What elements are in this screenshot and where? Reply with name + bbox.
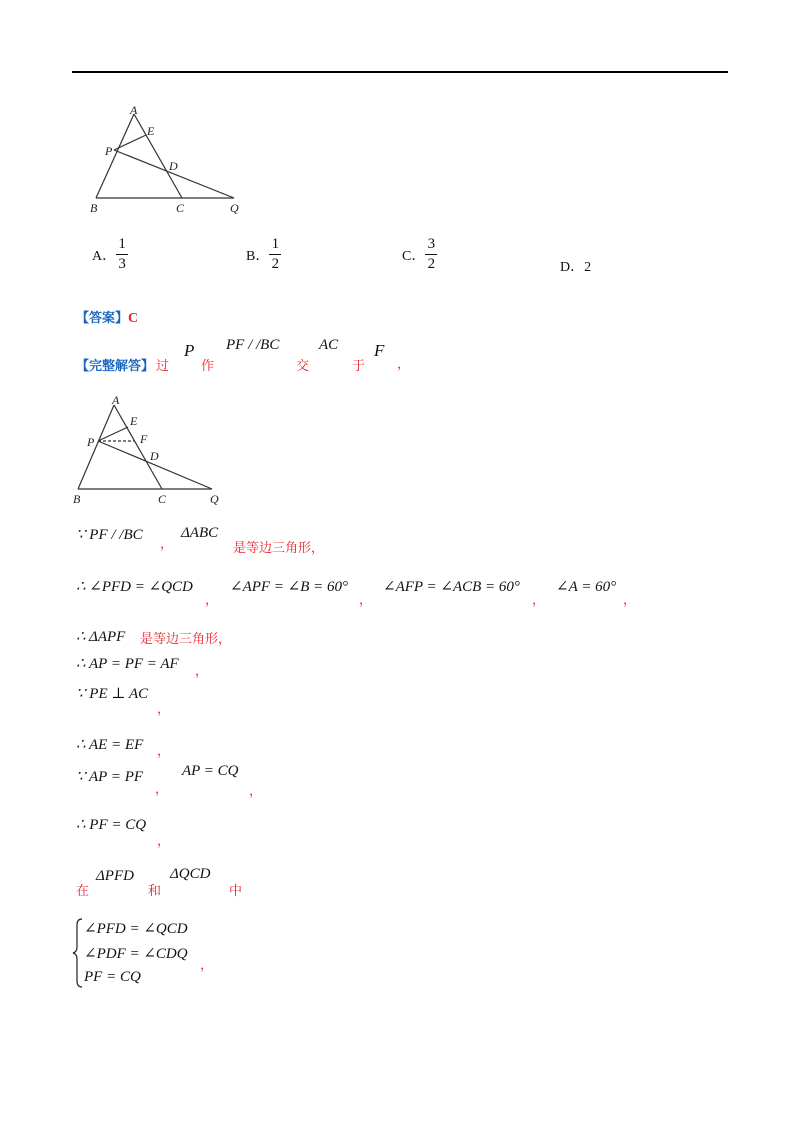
left-brace xyxy=(72,917,84,989)
step9-text-1: 在 xyxy=(76,884,90,899)
step2-comma-4: ， xyxy=(623,593,637,608)
line2-AB xyxy=(78,405,114,489)
step2-math-3: ∠AFP = ∠ACB = 60° xyxy=(383,579,520,595)
triangle-figure-2 xyxy=(70,393,235,505)
label2-C: C xyxy=(158,492,167,505)
answer-label: 【答案】 xyxy=(76,311,129,326)
step2-math-1: ∴ ∠PFD = ∠QCD xyxy=(76,579,193,595)
label-A: A xyxy=(130,103,138,117)
option-a: A． $\frac{1}{3}$ xyxy=(92,236,128,273)
line2-PE xyxy=(98,427,128,441)
option-b: B． $\frac{1}{2}$ xyxy=(246,236,281,273)
step5-math-1: ∵ PE ⊥ AC xyxy=(76,686,149,702)
step6-comma: ， xyxy=(157,744,171,759)
system-line-2: ∠PDF = ∠CDQ xyxy=(84,946,188,962)
option-c: C． $\frac{3}{2}$ xyxy=(402,236,437,273)
intro-word-1: 过 xyxy=(156,359,170,374)
step2-math-2: ∠APF = ∠B = 60° xyxy=(230,579,349,595)
option-b-fraction: $\frac{1}{2}$ xyxy=(269,236,281,273)
step3-math-1: ∴ ΔAPF xyxy=(76,629,126,645)
intro-math-2: PF / /BC xyxy=(226,337,280,353)
answer-line xyxy=(76,307,138,327)
step3-text: 是等边三角形， xyxy=(140,632,232,647)
triangle-figure-1 xyxy=(85,100,255,220)
intro-math-1: P xyxy=(184,341,195,360)
intro-word-3: 交 xyxy=(296,359,310,374)
step1-math-1: ∵ PF / /BC xyxy=(76,527,143,543)
step9-text-2: 和 xyxy=(148,884,162,899)
intro-comma: ， xyxy=(397,357,411,372)
option-a-fraction: $\frac{1}{3}$ xyxy=(116,236,128,273)
step4-math-1: ∴ AP = PF = AF xyxy=(76,656,179,672)
label-E: E xyxy=(147,124,155,138)
line-AC xyxy=(134,114,182,198)
label2-B: B xyxy=(73,492,81,505)
label-D: D xyxy=(169,159,178,173)
step2-math-4: ∠A = 60° xyxy=(556,579,617,595)
line-PE xyxy=(114,135,146,150)
step2-comma-2: ， xyxy=(359,593,373,608)
label2-Q: Q xyxy=(210,492,219,505)
line2-AC xyxy=(114,405,162,489)
header-rule xyxy=(72,71,728,73)
step7-math-1: ∵ AP = PF xyxy=(76,769,144,785)
label2-E: E xyxy=(130,414,138,428)
label2-D: D xyxy=(150,449,159,463)
solution-label: 【完整解答】 xyxy=(76,359,155,374)
intro-math-3: AC xyxy=(319,337,339,353)
step5-comma: ， xyxy=(157,702,171,717)
system-line-1: ∠PFD = ∠QCD xyxy=(84,921,188,937)
step9-text-3: 中 xyxy=(229,884,243,899)
step1-math-2: ΔABC xyxy=(181,525,219,541)
label-B: B xyxy=(90,201,98,215)
step9-math-1: ΔPFD xyxy=(96,868,134,884)
label2-F: F xyxy=(140,432,148,446)
label-Q: Q xyxy=(230,201,239,215)
step1-comma: ， xyxy=(160,537,174,552)
step7-comma-2: ， xyxy=(249,784,263,799)
answer-value: C xyxy=(128,311,139,326)
step2-comma-1: ， xyxy=(205,593,219,608)
label2-A: A xyxy=(112,393,120,407)
step7-comma-1: ， xyxy=(155,782,169,797)
step8-math-1: ∴ PF = CQ xyxy=(76,817,147,833)
step1-text: 是等边三角形， xyxy=(233,541,325,556)
step7-math-2: AP = CQ xyxy=(182,763,239,779)
intro-word-4: 于 xyxy=(352,359,366,374)
option-c-fraction: $\frac{3}{2}$ xyxy=(425,236,437,273)
label2-P: P xyxy=(87,435,95,449)
line-PQ xyxy=(114,150,234,198)
option-d: D．2 xyxy=(560,260,592,275)
step4-comma: ， xyxy=(195,664,209,679)
system-line-3: PF = CQ xyxy=(84,969,141,985)
intro-word-2: 作 xyxy=(201,359,215,374)
label-P: P xyxy=(105,144,113,158)
step2-comma-3: ， xyxy=(532,593,546,608)
step6-math-1: ∴ AE = EF xyxy=(76,737,144,753)
step9-math-2: ΔQCD xyxy=(170,866,211,882)
label-C: C xyxy=(176,201,185,215)
step8-comma: ， xyxy=(157,834,171,849)
intro-math-4: F xyxy=(374,341,385,360)
system-comma: ， xyxy=(200,958,214,973)
